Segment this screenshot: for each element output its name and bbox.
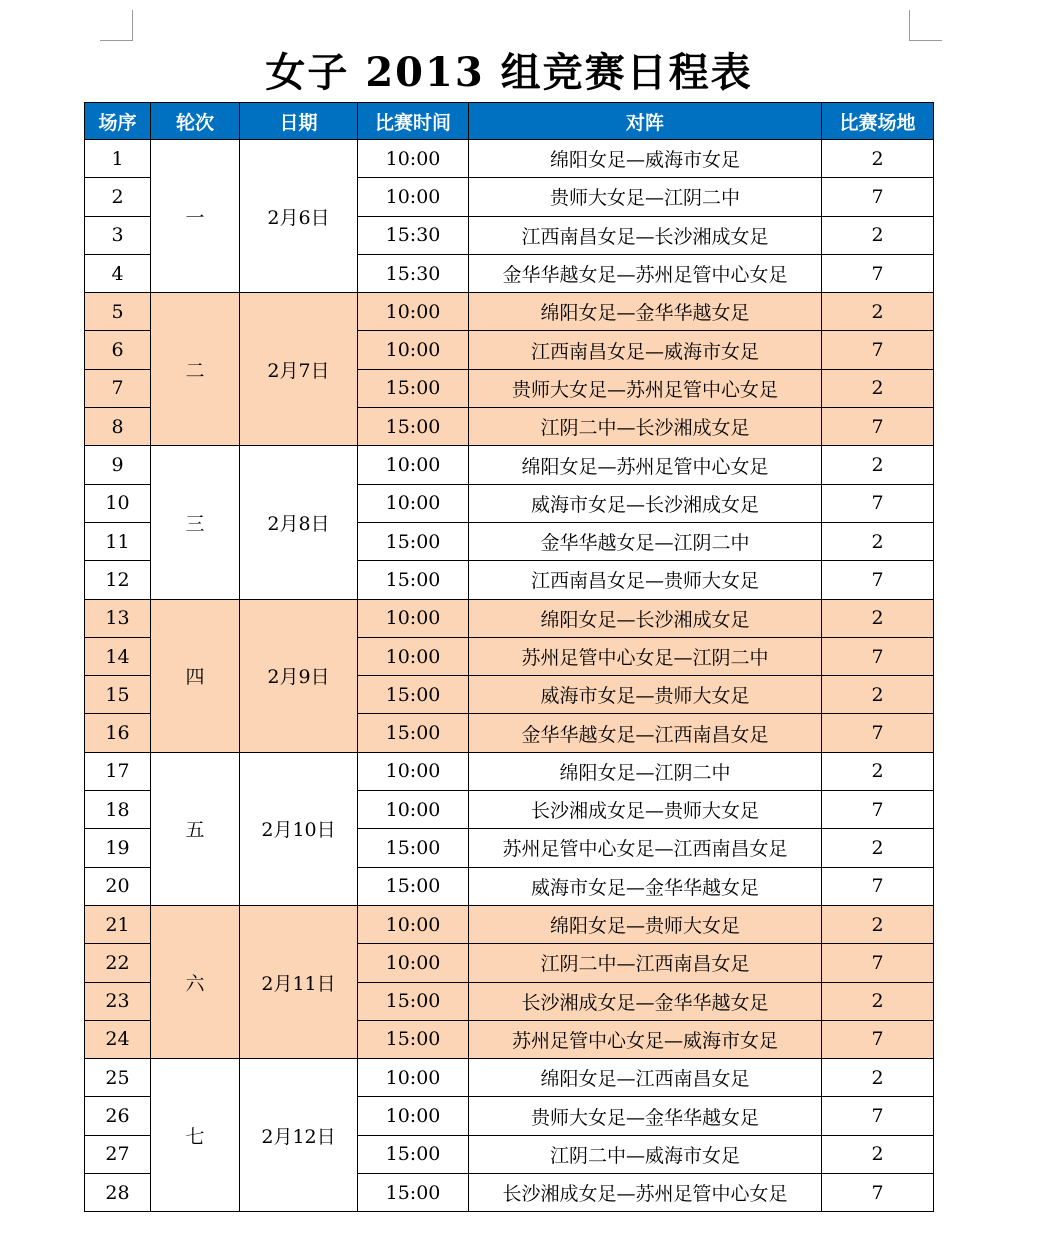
venue-cell: 7	[822, 561, 934, 599]
match-time-cell: 10:00	[358, 446, 469, 484]
fixture-cell: 绵阳女足—江阴二中	[469, 752, 822, 790]
header-row	[85, 103, 934, 140]
venue-cell: 7	[822, 408, 934, 446]
date-cell: 2月6日	[240, 140, 358, 293]
fixture-cell: 绵阳女足—长沙湘成女足	[469, 599, 822, 637]
fixture-cell: 绵阳女足—苏州足管中心女足	[469, 446, 822, 484]
match-number-cell: 16	[85, 714, 151, 752]
venue-cell: 7	[822, 484, 934, 522]
venue-cell: 2	[822, 829, 934, 867]
match-number-cell: 20	[85, 867, 151, 905]
match-time-cell: 15:00	[358, 1174, 469, 1212]
venue-cell: 2	[822, 522, 934, 560]
fixture-cell: 江阴二中—长沙湘成女足	[469, 408, 822, 446]
fixture-cell: 江西南昌女足—贵师大女足	[469, 561, 822, 599]
venue-cell: 7	[822, 944, 934, 982]
fixture-cell: 威海市女足—金华华越女足	[469, 867, 822, 905]
match-number-cell: 3	[85, 216, 151, 254]
fixture-cell: 威海市女足—长沙湘成女足	[469, 484, 822, 522]
match-time-cell: 15:00	[358, 714, 469, 752]
table-row	[85, 293, 934, 331]
match-time-cell: 10:00	[358, 637, 469, 675]
venue-cell: 2	[822, 676, 934, 714]
fixture-cell: 长沙湘成女足—金华华越女足	[469, 982, 822, 1020]
round-cell: 四	[151, 599, 240, 752]
schedule-body	[85, 140, 934, 1212]
match-number-cell: 23	[85, 982, 151, 1020]
match-number-cell: 22	[85, 944, 151, 982]
table-row	[85, 1059, 934, 1097]
match-time-cell: 10:00	[358, 791, 469, 829]
venue-cell: 2	[822, 599, 934, 637]
crop-mark-top-left	[100, 10, 133, 41]
date-cell: 2月7日	[240, 293, 358, 446]
round-cell: 七	[151, 1059, 240, 1212]
venue-cell: 7	[822, 254, 934, 292]
match-number-cell: 10	[85, 484, 151, 522]
venue-cell: 7	[822, 331, 934, 369]
match-number-cell: 6	[85, 331, 151, 369]
date-cell: 2月11日	[240, 905, 358, 1058]
venue-cell: 7	[822, 1097, 934, 1135]
column-header-fixture: 对阵	[469, 103, 822, 140]
venue-cell: 2	[822, 905, 934, 943]
schedule-table	[84, 102, 934, 1212]
match-time-cell: 15:00	[358, 522, 469, 560]
venue-cell: 7	[822, 714, 934, 752]
table-row	[85, 446, 934, 484]
match-time-cell: 15:00	[358, 1135, 469, 1173]
match-time-cell: 10:00	[358, 178, 469, 216]
match-number-cell: 2	[85, 178, 151, 216]
match-number-cell: 5	[85, 293, 151, 331]
match-number-cell: 7	[85, 369, 151, 407]
fixture-cell: 苏州足管中心女足—江西南昌女足	[469, 829, 822, 867]
fixture-cell: 绵阳女足—威海市女足	[469, 140, 822, 178]
match-time-cell: 10:00	[358, 944, 469, 982]
match-number-cell: 11	[85, 522, 151, 560]
match-number-cell: 21	[85, 905, 151, 943]
fixture-cell: 江西南昌女足—威海市女足	[469, 331, 822, 369]
match-time-cell: 10:00	[358, 140, 469, 178]
match-number-cell: 26	[85, 1097, 151, 1135]
venue-cell: 7	[822, 178, 934, 216]
fixture-cell: 江阴二中—威海市女足	[469, 1135, 822, 1173]
fixture-cell: 苏州足管中心女足—威海市女足	[469, 1020, 822, 1058]
column-header-date: 日期	[240, 103, 358, 140]
fixture-cell: 威海市女足—贵师大女足	[469, 676, 822, 714]
match-number-cell: 25	[85, 1059, 151, 1097]
match-time-cell: 15:00	[358, 408, 469, 446]
match-time-cell: 10:00	[358, 752, 469, 790]
venue-cell: 2	[822, 293, 934, 331]
match-time-cell: 15:00	[358, 561, 469, 599]
match-number-cell: 14	[85, 637, 151, 675]
fixture-cell: 江西南昌女足—长沙湘成女足	[469, 216, 822, 254]
match-time-cell: 15:00	[358, 829, 469, 867]
venue-cell: 2	[822, 752, 934, 790]
match-number-cell: 15	[85, 676, 151, 714]
round-cell: 六	[151, 905, 240, 1058]
match-number-cell: 27	[85, 1135, 151, 1173]
round-cell: 三	[151, 446, 240, 599]
fixture-cell: 贵师大女足—江阴二中	[469, 178, 822, 216]
round-cell: 二	[151, 293, 240, 446]
match-number-cell: 24	[85, 1020, 151, 1058]
fixture-cell: 绵阳女足—江西南昌女足	[469, 1059, 822, 1097]
venue-cell: 2	[822, 446, 934, 484]
venue-cell: 7	[822, 1174, 934, 1212]
fixture-cell: 长沙湘成女足—苏州足管中心女足	[469, 1174, 822, 1212]
page-title: 女子 2013 组竞赛日程表	[265, 49, 753, 96]
column-header-match-time: 比赛时间	[358, 103, 469, 140]
match-time-cell: 15:00	[358, 982, 469, 1020]
venue-cell: 2	[822, 140, 934, 178]
venue-cell: 7	[822, 867, 934, 905]
match-time-cell: 15:00	[358, 676, 469, 714]
table-row	[85, 752, 934, 790]
match-number-cell: 18	[85, 791, 151, 829]
match-time-cell: 15:00	[358, 1020, 469, 1058]
match-number-cell: 1	[85, 140, 151, 178]
table-row	[85, 140, 934, 178]
match-time-cell: 15:30	[358, 254, 469, 292]
fixture-cell: 金华华越女足—江西南昌女足	[469, 714, 822, 752]
date-cell: 2月10日	[240, 752, 358, 905]
fixture-cell: 金华华越女足—苏州足管中心女足	[469, 254, 822, 292]
match-number-cell: 12	[85, 561, 151, 599]
date-cell: 2月8日	[240, 446, 358, 599]
round-cell: 五	[151, 752, 240, 905]
fixture-cell: 绵阳女足—金华华越女足	[469, 293, 822, 331]
match-time-cell: 15:00	[358, 369, 469, 407]
match-number-cell: 9	[85, 446, 151, 484]
date-cell: 2月9日	[240, 599, 358, 752]
match-time-cell: 15:30	[358, 216, 469, 254]
column-header-round: 轮次	[151, 103, 240, 140]
fixture-cell: 绵阳女足—贵师大女足	[469, 905, 822, 943]
table-row	[85, 599, 934, 637]
match-number-cell: 13	[85, 599, 151, 637]
match-time-cell: 10:00	[358, 331, 469, 369]
fixture-cell: 江阴二中—江西南昌女足	[469, 944, 822, 982]
match-time-cell: 10:00	[358, 293, 469, 331]
fixture-cell: 长沙湘成女足—贵师大女足	[469, 791, 822, 829]
match-number-cell: 17	[85, 752, 151, 790]
venue-cell: 7	[822, 637, 934, 675]
venue-cell: 2	[822, 216, 934, 254]
match-number-cell: 28	[85, 1174, 151, 1212]
match-time-cell: 15:00	[358, 867, 469, 905]
match-time-cell: 10:00	[358, 1059, 469, 1097]
venue-cell: 7	[822, 791, 934, 829]
crop-mark-top-right	[909, 10, 942, 41]
venue-cell: 2	[822, 369, 934, 407]
venue-cell: 7	[822, 1020, 934, 1058]
venue-cell: 2	[822, 1059, 934, 1097]
match-time-cell: 10:00	[358, 484, 469, 522]
table-row	[85, 905, 934, 943]
venue-cell: 2	[822, 982, 934, 1020]
round-cell: 一	[151, 140, 240, 293]
fixture-cell: 贵师大女足—苏州足管中心女足	[469, 369, 822, 407]
column-header-venue: 比赛场地	[822, 103, 934, 140]
match-time-cell: 10:00	[358, 1097, 469, 1135]
column-header-match-number: 场序	[85, 103, 151, 140]
match-number-cell: 4	[85, 254, 151, 292]
fixture-cell: 金华华越女足—江阴二中	[469, 522, 822, 560]
fixture-cell: 苏州足管中心女足—江阴二中	[469, 637, 822, 675]
match-time-cell: 10:00	[358, 599, 469, 637]
match-time-cell: 10:00	[358, 905, 469, 943]
match-number-cell: 19	[85, 829, 151, 867]
fixture-cell: 贵师大女足—金华华越女足	[469, 1097, 822, 1135]
match-number-cell: 8	[85, 408, 151, 446]
date-cell: 2月12日	[240, 1059, 358, 1212]
venue-cell: 2	[822, 1135, 934, 1173]
